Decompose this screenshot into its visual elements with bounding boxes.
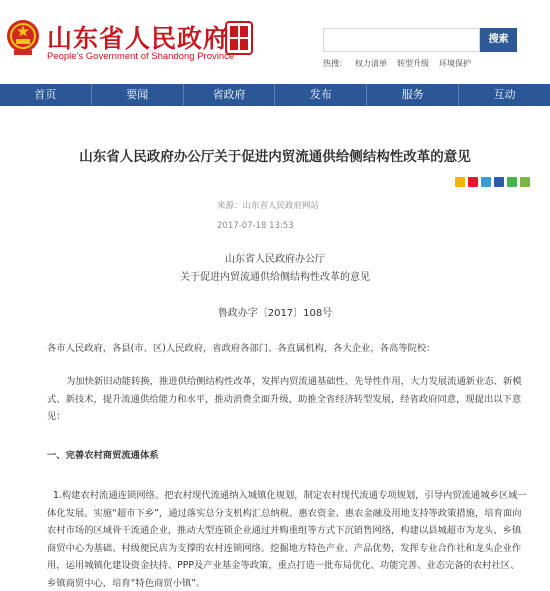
search-input[interactable] bbox=[323, 28, 480, 52]
renren-share-icon[interactable] bbox=[494, 177, 504, 187]
hot-search-label: 热搜： bbox=[323, 59, 347, 68]
hot-search-links bbox=[323, 58, 481, 69]
hot-search-link[interactable]: 转型升级 bbox=[397, 59, 429, 68]
article-source: 来源：山东省人民政府网站 bbox=[217, 201, 320, 211]
body-paragraph-intro: 为加快新旧动能转换，推进供给侧结构性改革，发挥内贸流通基础性、先导性作用，大力发展流通新业态、新模式、新技术，提升流通供给能力和水平，推动消费全面升级，助推全省经济转型发展，经省政府同意，现提出以下意见： bbox=[47, 376, 522, 422]
share-bar bbox=[455, 177, 530, 187]
hot-search-link[interactable]: 环境保护 bbox=[439, 59, 471, 68]
site-title[interactable]: 山东省人民政府 bbox=[47, 24, 230, 53]
nav-item-release[interactable]: 发布 bbox=[275, 84, 367, 106]
body-paragraph-recipients: 各市人民政府，各县(市、区)人民政府，省政府各部门、各直属机构，各大企业，各高等院校： bbox=[47, 343, 436, 354]
article-meta bbox=[217, 196, 319, 236]
nav-item-home[interactable]: 首页 bbox=[0, 84, 92, 106]
hot-search-link[interactable]: 权力清单 bbox=[355, 59, 387, 68]
nav-item-interaction[interactable]: 互动 bbox=[493, 88, 516, 101]
site-subtitle: People's Government of Shandong Province bbox=[47, 51, 235, 62]
tencent-weibo-share-icon[interactable] bbox=[481, 177, 491, 187]
article-time: 2017-07-18 13:53 bbox=[217, 221, 294, 231]
more-share-icon[interactable] bbox=[520, 177, 530, 187]
doc-org: 山东省人民政府办公厅 bbox=[225, 254, 325, 265]
search-button[interactable]: 搜索 bbox=[480, 28, 517, 52]
national-emblem-icon bbox=[5, 18, 41, 56]
section-heading: 一、完善农村商贸流通体系 bbox=[47, 450, 159, 461]
nav-item-news[interactable]: 要闻 bbox=[92, 84, 184, 106]
wechat-share-icon[interactable] bbox=[507, 177, 517, 187]
doc-subject: 关于促进内贸流通供给侧结构性改革的意见 bbox=[180, 272, 370, 283]
main-nav bbox=[0, 84, 550, 106]
site-header bbox=[0, 0, 550, 82]
doc-number: 鲁政办字〔2017〕108号 bbox=[217, 308, 333, 319]
article-title: 山东省人民政府办公厅关于促进内贸流通供给侧结构性改革的意见 bbox=[79, 149, 471, 165]
nav-item-government[interactable]: 省政府 bbox=[184, 84, 276, 106]
seal-logo-icon bbox=[224, 20, 254, 56]
body-paragraph-item-1: 1.构建农村流通连锁网络。把农村现代流通纳入城镇化规划，制定农村现代流通专项规划，引导内贸流通城乡区域一体化发展。实施“超市下乡”，通过落实总分支机构汇总纳税、惠农资金、惠农金融及用地支持等政策措施，培育面向农村市场的区域骨干流通企业，推动大型连锁企业通过并购重组等方式下沉销售网络，构建以县城超市为龙头、乡镇商贸中心为基础、村级便民店为支撑的农村连锁网络。挖掘地方特色产业、产品优势，发挥专业合作社和龙头企业作用，运用城镇化建设资金扶持、PPP及产业基金等政策，重点打造一批布局优化、功能完善、业态完备的农村社区、乡镇商贸中心，培育“特色商贸小镇”。 bbox=[47, 490, 527, 589]
nav-item-service[interactable]: 服务 bbox=[367, 84, 459, 106]
qzone-share-icon[interactable] bbox=[455, 177, 465, 187]
weibo-share-icon[interactable] bbox=[468, 177, 478, 187]
